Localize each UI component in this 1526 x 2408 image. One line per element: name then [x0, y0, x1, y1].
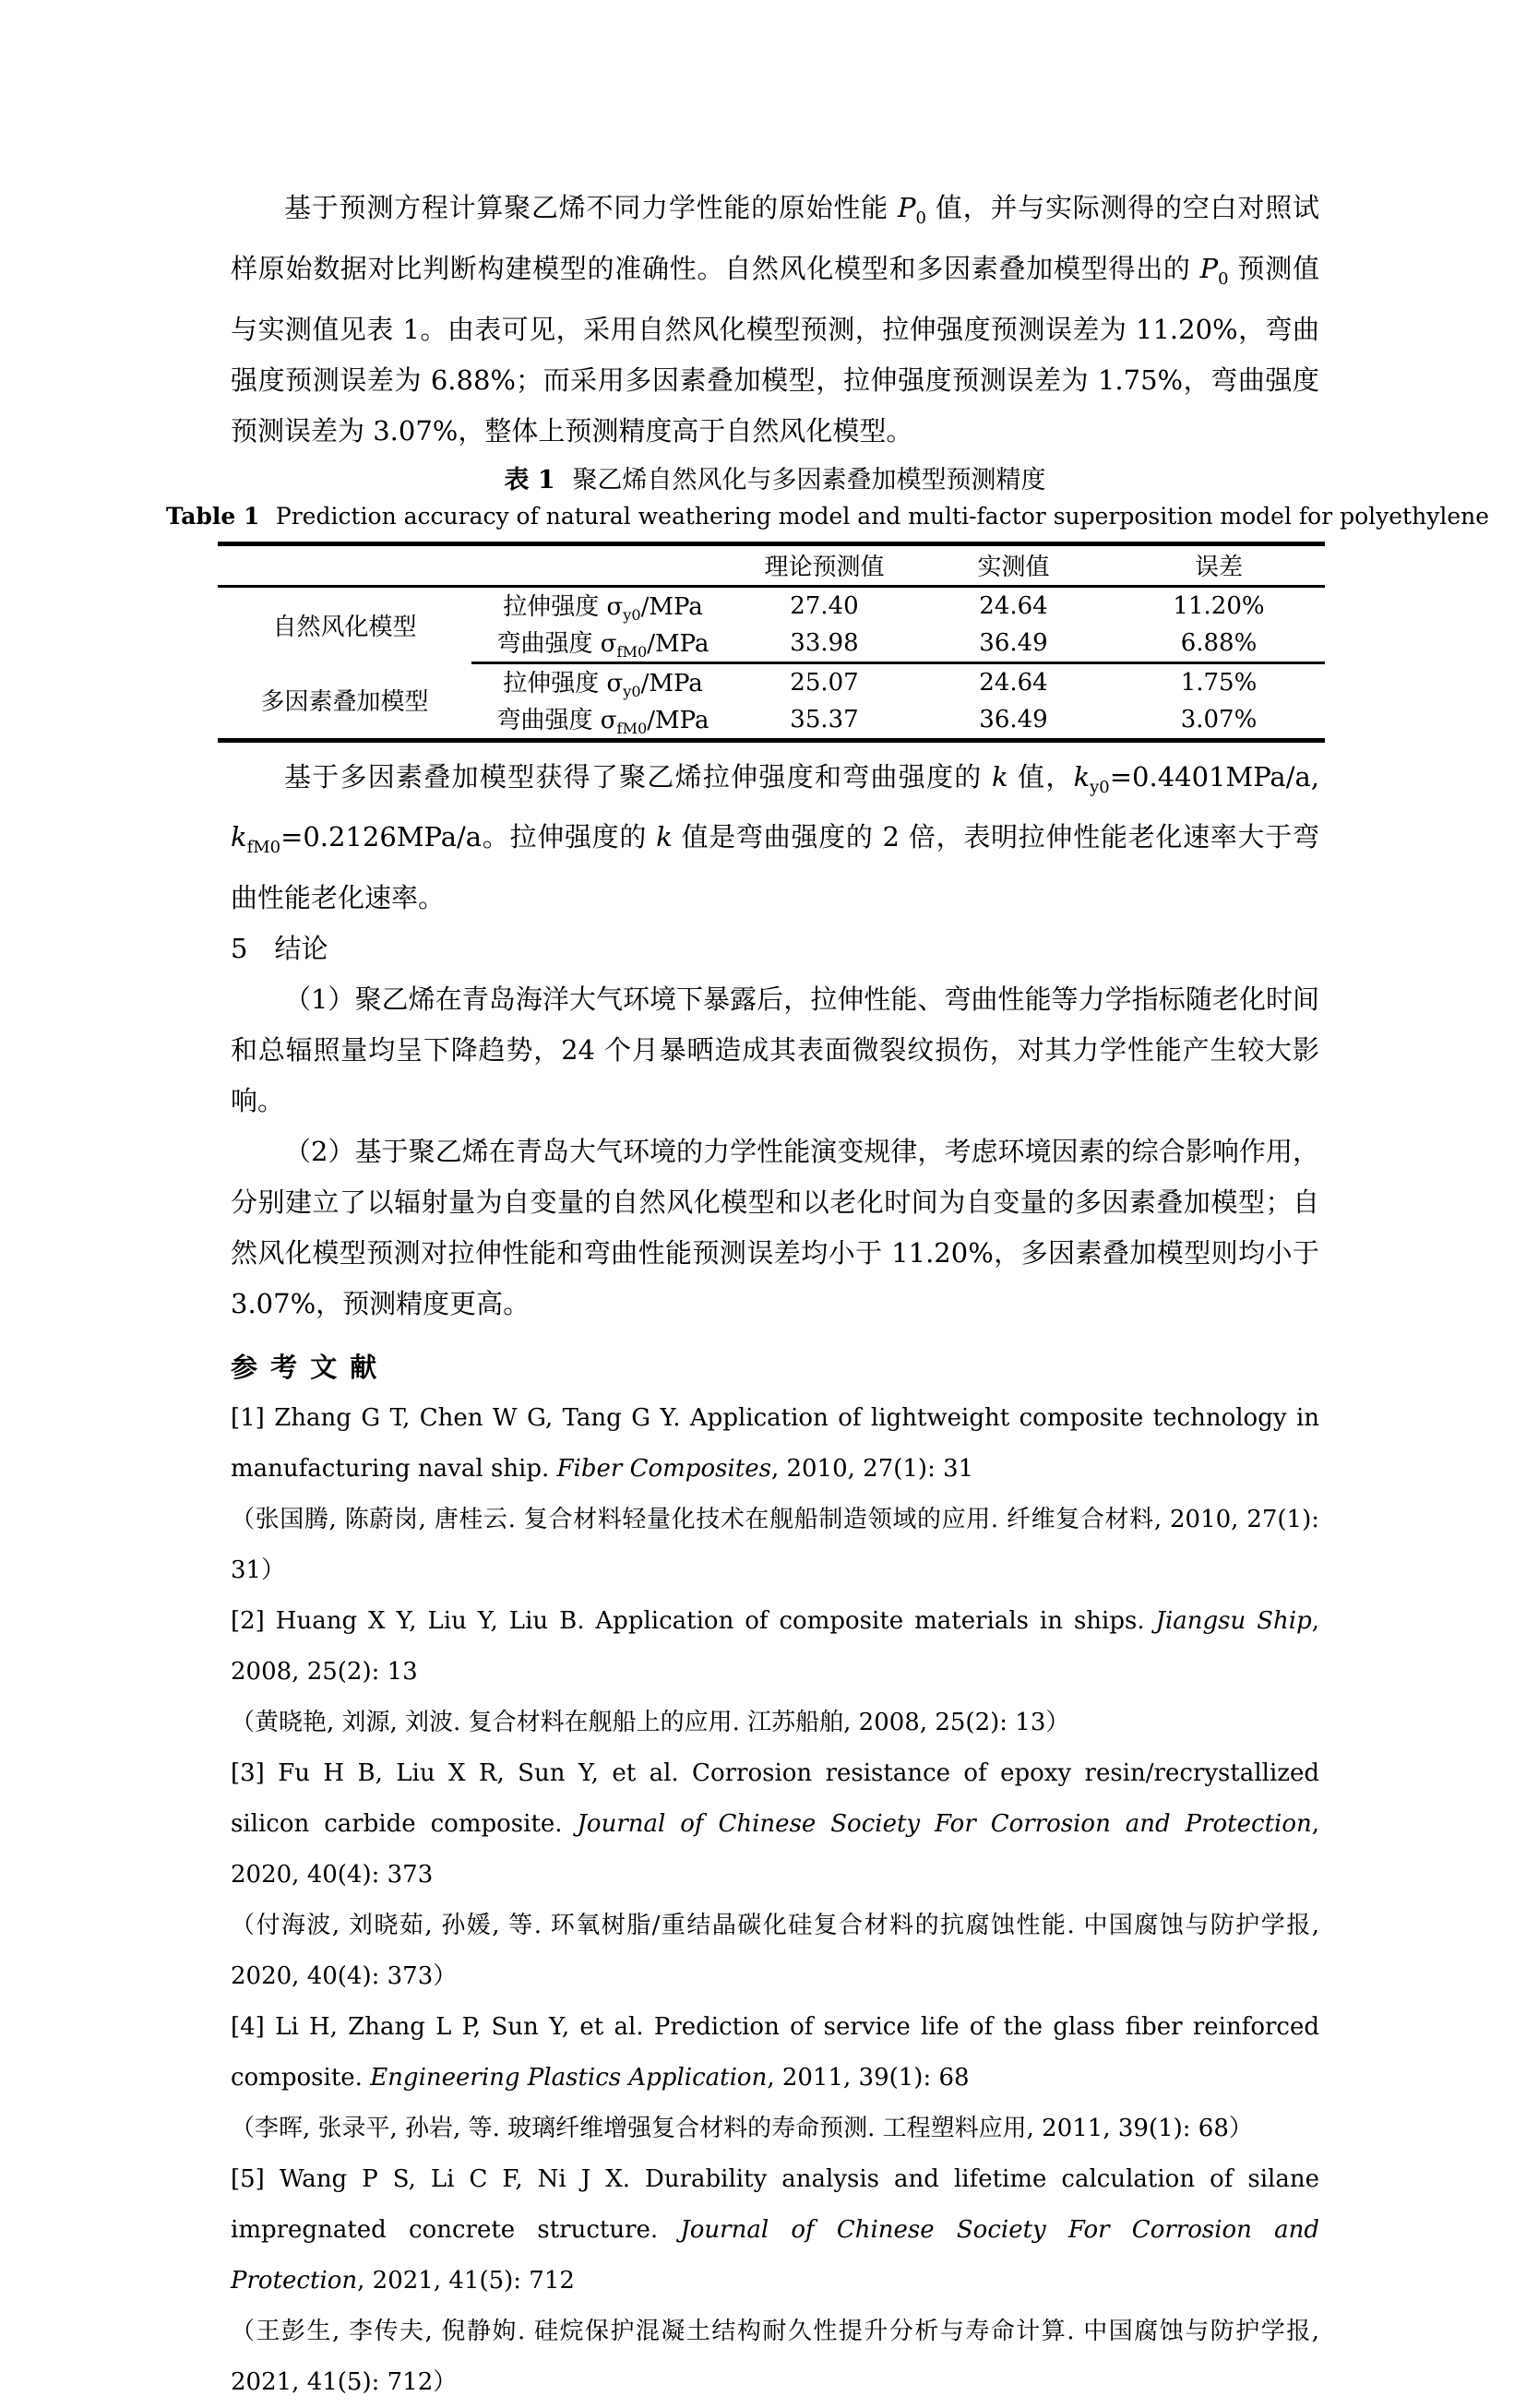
reference-citation: , 2008, 25(2): 13	[231, 1607, 1319, 1687]
reference-text: [4] Li H, Zhang L P, Sun Y, et al. Prediction of service life of the glass fiber reinforced composite.	[231, 2013, 1319, 2092]
table-header-predicted: 理论预测值	[734, 543, 914, 586]
property-label: 弯曲强度 σ	[496, 707, 617, 734]
reference-text: [3] Fu H B, Liu X R, Sun Y, et al. Corrosion resistance of epoxy resin/recrystallized silicon carbide composite.	[231, 1759, 1319, 1839]
intro-paragraph	[231, 183, 1319, 457]
reference-chinese: （付海波, 刘晓茹, 孙媛, 等. 环氧树脂/重结晶碳化硅复合材料的抗腐蚀性能. 中国腐蚀与防护学报, 2020, 40(4): 373）	[231, 1912, 1319, 1991]
table-row	[218, 586, 1325, 625]
p0-variable: P	[1199, 252, 1219, 284]
table-caption-en-text: Prediction accuracy of natural weathering model and multi-factor superposition model for polyethylene	[275, 502, 1490, 530]
reference-item	[231, 1596, 1319, 1748]
predicted-value: 35.37	[790, 705, 859, 733]
property-unit: /MPa	[640, 670, 703, 697]
reference-item	[231, 1748, 1319, 2002]
k-variable: k	[1073, 760, 1091, 793]
k-text-4: =0.2126MPa/a。拉伸强度的	[280, 821, 657, 853]
journal-name: Journal of Chinese Society For Corrosion and Protection	[231, 2216, 1320, 2295]
table-caption-en-label: Table 1	[166, 502, 260, 530]
property-label: 拉伸强度 σ	[503, 670, 624, 697]
table-header-empty	[471, 543, 734, 586]
property-unit: /MPa	[647, 707, 709, 734]
property-subscript: fM0	[616, 720, 648, 738]
table-header-measured: 实测值	[914, 543, 1113, 586]
reference-text: [5] Wang P S, Li C F, Ni J X. Durability analysis and lifetime calculation of silane impregnated concrete structure.	[231, 2165, 1319, 2245]
property-subscript: fM0	[616, 643, 648, 662]
k-subscript-fM0: fM0	[246, 838, 281, 858]
predicted-value: 25.07	[734, 662, 914, 701]
prediction-accuracy-table	[218, 542, 1325, 743]
error-value: 3.07%	[1180, 705, 1258, 733]
reference-chinese: （王彭生, 李传夫, 倪静姁. 硅烷保护混凝土结构耐久性提升分析与寿命计算. 中国腐蚀与防护学报, 2021, 41(5): 712）	[231, 2318, 1319, 2397]
table-row	[218, 662, 1325, 701]
reference-text: [1] Zhang G T, Chen W G, Tang G Y. Application of lightweight composite technology in manufacturing naval ship.	[231, 1404, 1319, 1484]
conclusion-paragraph-1: （1）聚乙烯在青岛海洋大气环境下暴露后，拉伸性能、弯曲性能等力学指标随老化时间和总辐照量均呈下降趋势，24 个月暴晒造成其表面微裂纹损伤，对其力学性能产生较大影响。	[231, 983, 1319, 1117]
property-cell	[471, 586, 734, 625]
predicted-value: 27.40	[790, 591, 859, 620]
k-variable: k	[231, 821, 247, 853]
p0-subscript: 0	[1218, 268, 1229, 289]
conclusion-paragraph-2: （2）基于聚乙烯在青岛大气环境的力学性能演变规律，考虑环境因素的综合影响作用，分别建立了以辐射量为自变量的自然风化模型和以老化时间为自变量的多因素叠加模型；自然风化模型预测对拉伸性能和弯曲性能预测误差均小于 11.20%，多因素叠加模型则均小于 3.07%，预测精度更高。	[231, 1136, 1319, 1320]
table-header-empty	[218, 543, 471, 586]
property-cell	[471, 662, 734, 701]
reference-text: [2] Huang X Y, Liu Y, Liu B. Application of composite materials in ships.	[231, 1607, 1156, 1636]
references-heading: 参 考 文 献	[231, 1352, 379, 1384]
reference-english	[231, 1748, 1319, 1901]
error-value: 11.20%	[1173, 591, 1265, 620]
error-value: 6.88%	[1180, 628, 1258, 657]
k-text-3: =0.4401MPa/a,	[1109, 760, 1319, 793]
p0-subscript: 0	[915, 208, 926, 228]
property-cell	[471, 701, 734, 741]
table-caption-zh-label: 表 1	[504, 465, 555, 495]
intro-text-2: 值，并与实际测得的空白对照试样原始数据对比判断构建模型的准确性。自然风化模型和多因素叠加模型得出的	[231, 192, 1319, 284]
table-caption-zh	[231, 462, 1319, 499]
reference-citation: , 2021, 41(5): 712	[357, 2267, 575, 2295]
property-label: 拉伸强度 σ	[503, 593, 624, 621]
reference-item	[231, 1393, 1319, 1596]
reference-english	[231, 2002, 1319, 2104]
k-subscript-y0: y0	[1090, 777, 1110, 797]
k-text-1: 基于多因素叠加模型获得了聚乙烯拉伸强度和弯曲强度的	[284, 760, 992, 793]
property-label: 弯曲强度 σ	[496, 630, 617, 658]
reference-chinese: （张国腾, 陈蔚岗, 唐桂云. 复合材料轻量化技术在舰船制造领域的应用. 纤维复合材料, 2010, 27(1): 31）	[231, 1506, 1319, 1585]
k-text-5: 值是弯曲强度的 2 倍，表明拉伸性能老化速率大于弯曲性能老化速率。	[231, 821, 1319, 914]
reference-english	[231, 2154, 1319, 2307]
journal-name: Jiangsu Ship	[1155, 1607, 1312, 1636]
k-variable: k	[656, 821, 673, 853]
k-value-paragraph	[231, 752, 1319, 924]
property-subscript: y0	[623, 606, 641, 625]
journal-name: Engineering Plastics Application	[370, 2064, 768, 2092]
k-variable: k	[992, 760, 1008, 793]
table-caption-zh-text: 聚乙烯自然风化与多因素叠加模型预测精度	[572, 465, 1046, 495]
reference-item	[231, 2154, 1319, 2408]
table-header-error: 误差	[1113, 543, 1325, 586]
measured-value: 24.64	[914, 662, 1113, 701]
measured-value: 24.64	[979, 591, 1048, 620]
k-text-2: 值，	[1007, 760, 1074, 793]
model-group-label: 多因素叠加模型	[260, 688, 429, 717]
model-group-label: 自然风化模型	[272, 613, 417, 641]
property-unit: /MPa	[640, 593, 703, 621]
error-value: 1.75%	[1113, 662, 1325, 701]
property-unit: /MPa	[647, 630, 709, 658]
measured-value: 36.49	[979, 628, 1048, 657]
reference-citation: , 2011, 39(1): 68	[767, 2064, 970, 2092]
reference-chinese: （李晖, 张录平, 孙岩, 等. 玻璃纤维增强复合材料的寿命预测. 工程塑料应用, 2011, 39(1): 68）	[231, 2115, 1253, 2143]
predicted-value: 33.98	[790, 628, 859, 657]
reference-citation: , 2010, 27(1): 31	[770, 1455, 974, 1484]
journal-name: Journal of Chinese Society For Corrosion and Protection	[577, 1810, 1312, 1839]
measured-value: 36.49	[979, 705, 1048, 733]
property-cell	[471, 625, 734, 663]
intro-text-1: 基于预测方程计算聚乙烯不同力学性能的原始性能	[284, 192, 898, 223]
intro-text-3: 预测值与实测值见表 1。由表可见，采用自然风化模型预测，拉伸强度预测误差为 11.20%，弯曲强度预测误差为 6.88%；而采用多因素叠加模型，拉伸强度预测误差为 1.75%，弯曲强度预测误差为 3.07%，整体上预测精度高于自然风化模型。	[231, 252, 1319, 447]
reference-chinese: （黄晓艳, 刘源, 刘波. 复合材料在舰船上的应用. 江苏船舶, 2008, 25(2): 13）	[231, 1709, 1070, 1737]
section-5-heading: 5 结论	[231, 933, 328, 965]
journal-name: Fiber Composites	[556, 1455, 771, 1484]
table-caption-en	[166, 499, 1490, 534]
reference-item	[231, 2002, 1319, 2154]
property-subscript: y0	[623, 683, 641, 701]
reference-english	[231, 1393, 1319, 1495]
table-header-row	[218, 543, 1325, 586]
reference-citation: , 2020, 40(4): 373	[231, 1810, 1319, 1889]
reference-english	[231, 1596, 1319, 1698]
p0-variable: P	[897, 192, 916, 223]
